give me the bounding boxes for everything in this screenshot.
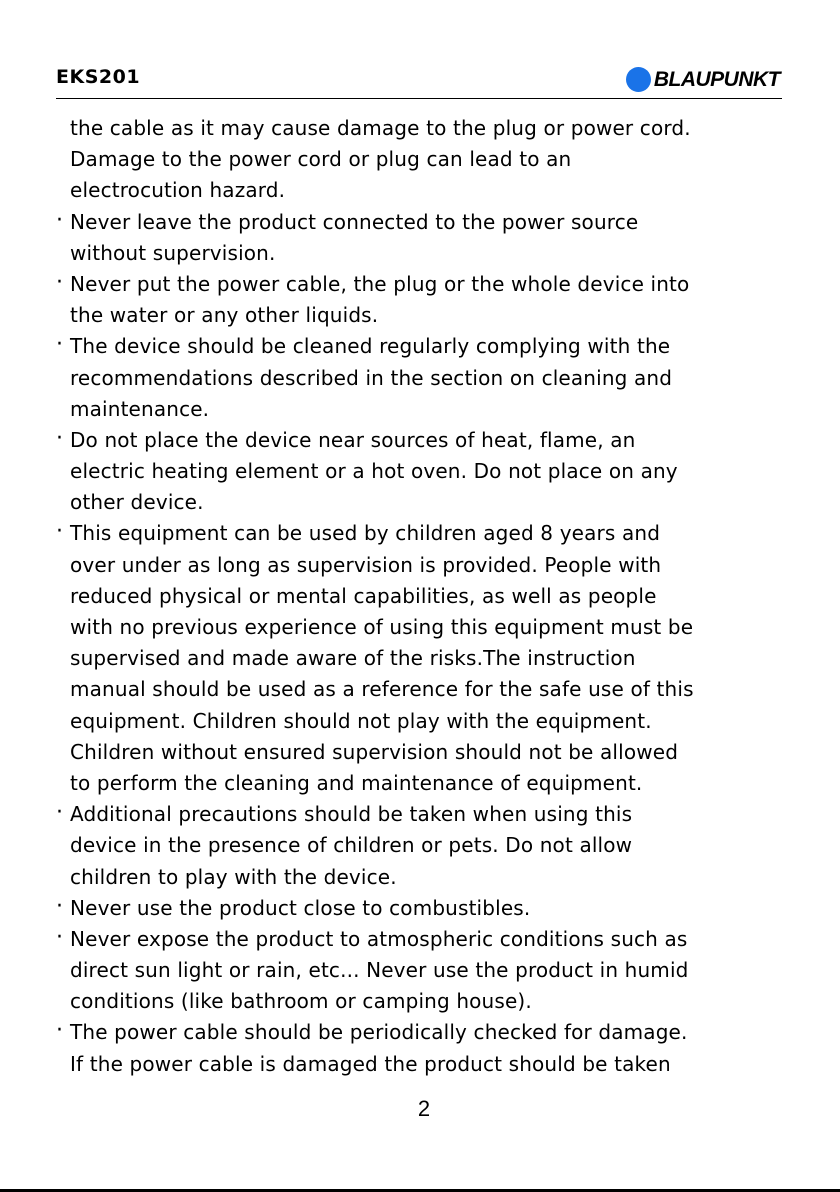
text-line bbox=[56, 986, 796, 1017]
bullet-icon: · bbox=[56, 519, 64, 545]
page-number: 2 bbox=[417, 1096, 431, 1121]
line-text: Damage to the power cord or plug can lead to an bbox=[70, 147, 572, 172]
line-text: electrocution hazard. bbox=[70, 178, 286, 203]
line-text: recommendations described in the section on cleaning and bbox=[70, 365, 673, 390]
bullet-item-line bbox=[56, 207, 796, 238]
line-text: device in the presence of children or pets. Do not allow bbox=[70, 833, 633, 858]
bullet-icon: · bbox=[56, 332, 64, 358]
line-text: to perform the cleaning and maintenance of equipment. bbox=[70, 770, 643, 795]
bullet-icon: · bbox=[56, 425, 64, 451]
bullet-item-line bbox=[56, 425, 796, 456]
text-line bbox=[56, 238, 796, 269]
text-line bbox=[56, 643, 796, 674]
bullet-icon: · bbox=[56, 924, 64, 950]
line-text: The power cable should be periodically checked for damage. bbox=[70, 1020, 688, 1045]
bullet-icon: · bbox=[56, 269, 64, 295]
line-text: Never use the product close to combustibles. bbox=[70, 895, 531, 920]
line-text: Do not place the device near sources of heat, flame, an bbox=[70, 427, 636, 452]
brand-name: BLAUPUNKT bbox=[653, 68, 780, 91]
line-text: conditions (like bathroom or camping house). bbox=[70, 989, 532, 1014]
line-text: The device should be cleaned regularly complying with the bbox=[70, 334, 671, 359]
text-line bbox=[56, 862, 796, 893]
safety-instructions bbox=[56, 113, 796, 1080]
text-line bbox=[56, 394, 796, 425]
bullet-item-line bbox=[56, 893, 796, 924]
line-text: electric heating element or a hot oven. Do not place on any bbox=[70, 459, 678, 484]
line-text: supervised and made aware of the risks.The instruction bbox=[70, 646, 636, 671]
line-text: reduced physical or mental capabilities, as well as people bbox=[70, 583, 657, 608]
line-text: Never expose the product to atmospheric conditions such as bbox=[70, 926, 688, 951]
line-text: Additional precautions should be taken when using this bbox=[70, 802, 633, 827]
text-line bbox=[56, 550, 796, 581]
text-line bbox=[56, 581, 796, 612]
line-text: Never put the power cable, the plug or the whole device into bbox=[70, 271, 690, 296]
bullet-item-line bbox=[56, 924, 796, 955]
text-line bbox=[56, 175, 796, 206]
bullet-item-line bbox=[56, 518, 796, 549]
brand-dot-icon bbox=[626, 67, 651, 92]
text-line bbox=[56, 612, 796, 643]
line-text: equipment. Children should not play with the equipment. bbox=[70, 708, 652, 733]
text-line bbox=[56, 768, 796, 799]
text-line bbox=[56, 144, 796, 175]
text-line bbox=[56, 674, 796, 705]
bullet-icon: · bbox=[56, 800, 64, 826]
line-text: This equipment can be used by children aged 8 years and bbox=[70, 521, 661, 546]
line-text: Children without ensured supervision should not be allowed bbox=[70, 739, 679, 764]
text-line bbox=[56, 363, 796, 394]
line-text: maintenance. bbox=[70, 396, 210, 421]
line-text: without supervision. bbox=[70, 240, 276, 265]
line-text: If the power cable is damaged the product should be taken bbox=[70, 1051, 671, 1076]
text-line bbox=[56, 706, 796, 737]
text-line bbox=[56, 830, 796, 861]
text-line bbox=[56, 955, 796, 986]
brand-logo bbox=[626, 67, 780, 92]
line-text: manual should be used as a reference for the safe use of this bbox=[70, 677, 694, 702]
model-number: EKS201 bbox=[56, 66, 141, 88]
bullet-item-line bbox=[56, 1017, 796, 1048]
line-text: children to play with the device. bbox=[70, 864, 397, 889]
line-text: the cable as it may cause damage to the plug or power cord. bbox=[70, 116, 691, 140]
bullet-icon: · bbox=[56, 1018, 64, 1044]
bullet-icon: · bbox=[56, 207, 64, 233]
text-line bbox=[56, 456, 796, 487]
bullet-item-line bbox=[56, 269, 796, 300]
line-text: with no previous experience of using this equipment must be bbox=[70, 615, 694, 639]
text-line bbox=[56, 1049, 796, 1080]
line-text: direct sun light or rain, etc... Never use the product in humid bbox=[70, 958, 689, 983]
line-text: Never leave the product connected to the power source bbox=[70, 209, 639, 234]
text-line bbox=[56, 300, 796, 331]
text-line bbox=[56, 737, 796, 768]
bullet-icon: · bbox=[56, 893, 64, 919]
text-line bbox=[56, 487, 796, 518]
text-line bbox=[56, 113, 796, 144]
line-text: the water or any other liquids. bbox=[70, 303, 379, 328]
bullet-item-line bbox=[56, 799, 796, 830]
page-header bbox=[56, 62, 782, 99]
line-text: other device. bbox=[70, 490, 204, 515]
line-text: over under as long as supervision is provided. People with bbox=[70, 552, 662, 577]
bullet-item-line bbox=[56, 331, 796, 362]
